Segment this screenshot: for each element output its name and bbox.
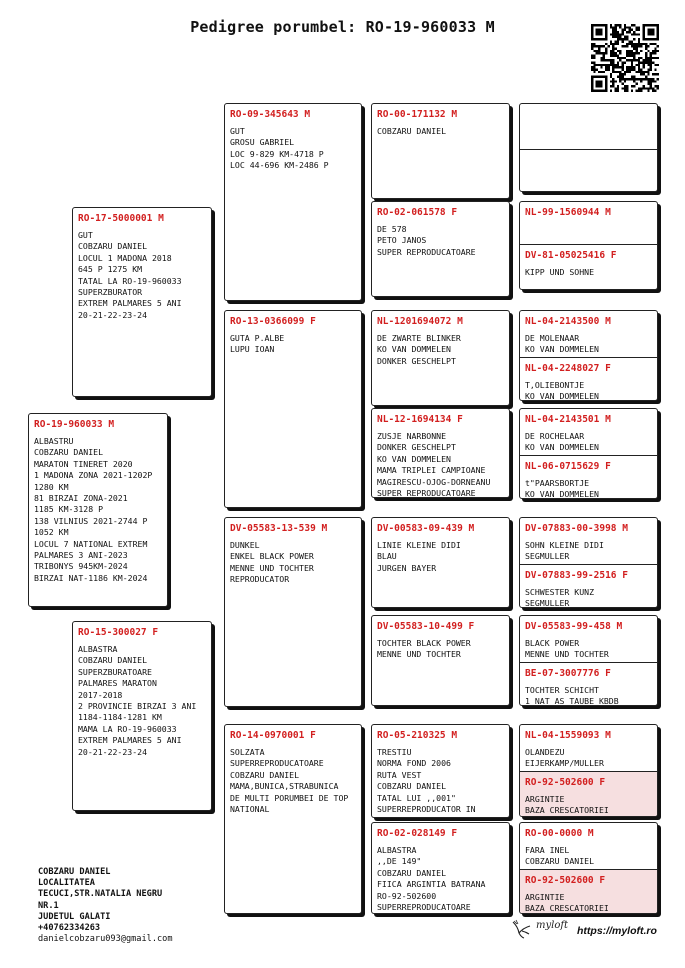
ancestor-slot [520,455,657,499]
ancestor-details [525,638,652,661]
detail-line: MAMA TRIPLEI CAMPIOANE [377,465,486,476]
detail-line: LOC 44-696 KM-2486 P [230,160,329,171]
ancestor-ring-number: RO-09-345643 M [230,109,311,120]
ancestor-slot [520,202,657,243]
detail-line: 138 VILNIUS 2021-2744 P [34,515,148,526]
ancestor-slot-highlighted [520,771,657,817]
detail-line: COBZARU DANIEL [78,655,148,666]
ancestor-card [224,517,362,707]
subject-details [34,436,162,584]
ancestor-ring-number: RO-92-502600 F [525,875,606,886]
detail-line: REPRODUCATOR [230,574,290,585]
ancestor-card [371,615,510,706]
detail-line: T,OLIEBONTJE [525,380,585,390]
detail-line: KO VAN DOMMELEN [377,344,451,355]
detail-line: LUPU IOAN [230,344,275,355]
detail-line: 2 PROVINCIE BIRZAI 3 ANI [78,701,197,712]
detail-line: NATIONAL [230,804,270,815]
ancestor-ring-number: NL-04-1559093 M [525,730,611,741]
ancestor-slot [520,518,657,563]
ancestor-ring-number: DV-05583-99-458 M [525,621,623,632]
ancestor-card [371,408,510,498]
detail-line: TRIBONYS 945KM-2024 [34,561,128,572]
ancestor-details [525,794,652,817]
detail-line: SEGMULLER [525,551,570,562]
ancestor-details [230,747,356,815]
sire-details [78,230,206,321]
ancestor-details [525,333,652,356]
detail-line: BIRZAI NAT-1186 KM-2024 [34,572,148,583]
ancestor-slot-highlighted [520,869,657,914]
detail-line: GROSU GABRIEL [230,137,295,148]
detail-line: BAZA CRESCATORIEI [525,805,609,816]
detail-line: RUTA VEST [377,769,422,780]
detail-line: 1280 KM [34,481,69,492]
detail-line: MAMA,BUNICA,STRABUNICA [230,781,339,792]
ancestor-details [525,431,652,454]
ancestor-slot [520,616,657,661]
ancestor-ring-number: NL-04-2143501 M [525,414,611,425]
ancestor-ring-number: RO-92-502600 F [525,777,606,788]
detail-line: COBZARU DANIEL [78,241,148,252]
website-link[interactable]: https://myloft.ro [577,925,657,937]
owner-phone: +40762334263 [38,923,101,934]
ancestor-details [377,845,504,913]
ancestor-slot [520,244,657,290]
ancestor-ring-number: NL-12-1694134 F [377,414,463,425]
detail-line: DE ROCHELAAR [525,431,585,441]
detail-line: 1 MADONA ZONA 2021-1202P [34,470,153,481]
ancestor-card [371,724,510,818]
detail-line: ALBASTRA [377,845,417,855]
detail-line: MAGIRESCU-OJOG-DORNEANU [377,476,491,487]
ancestor-details [525,587,652,608]
detail-line: ENKEL BLACK POWER [230,551,314,562]
ancestor-card [371,201,510,297]
owner-email[interactable]: danielcobzaru093@gmail.com [38,934,173,945]
ancestor-slot [520,725,657,770]
qr-code-icon [591,24,659,92]
detail-line: TRESTIU [377,747,412,757]
detail-line: GUT [78,230,93,240]
detail-line: ALBASTRU [34,436,74,446]
detail-line: RO-92-502600 [377,890,437,901]
detail-line: DUNKEL [230,540,260,550]
detail-line: ARGINTIE [525,794,565,804]
owner-contact [38,867,173,945]
dam-card [72,621,212,811]
subject-ring-number: RO-19-960033 M [34,419,115,430]
ancestor-details [377,126,504,137]
detail-line: LINIE KLEINE DIDI [377,540,461,550]
detail-line: FIICA ARGINTIA BATRANA [377,879,486,890]
detail-line: 645 P 1275 KM [78,264,143,275]
detail-line: 81 BIRZAI ZONA-2021 [34,493,128,504]
ancestor-details [377,638,504,661]
ancestor-card [371,517,510,608]
ancestor-details [377,540,504,574]
ancestor-ring-number: DV-07883-00-3998 M [525,523,628,534]
detail-line: SOHN KLEINE DIDI [525,540,604,550]
detail-line: 1 NAT AS TAUBE KBDB [525,696,619,706]
ancestor-ring-number: RO-13-0366099 F [230,316,316,327]
sire-ring-number: RO-17-5000001 M [78,213,164,224]
detail-line: PETO JANOS [377,235,427,246]
detail-line: DE MULTI PORUMBEI DE TOP [230,792,349,803]
detail-line: PALMARES MARATON [78,678,157,689]
detail-line: TOCHTER BLACK POWER [377,638,471,648]
detail-line: KO VAN DOMMELEN [525,391,599,401]
detail-line: SCHWESTER KUNZ [525,587,595,597]
detail-line: MAMA LA RO-19-960033 [78,723,177,734]
detail-line: ZUSJE NARBONNE [377,431,447,441]
sire-card [72,207,212,397]
detail-line: TATAL LUI ,,001" [377,792,456,803]
ancestor-ring-number: NL-99-1560944 M [525,207,611,218]
detail-line: KO VAN DOMMELEN [525,344,599,355]
owner-address: TECUCI,STR.NATALIA NEGRU [38,889,163,900]
myloft-logo: myloft [536,920,569,931]
ancestor-pair-card [519,822,658,914]
detail-line: LOCUL 7 NATIONAL EXTREM [34,538,148,549]
detail-line: COBZARU DANIEL [230,769,300,780]
ancestor-pair-card [519,724,658,817]
detail-line: NORMA FOND 2006 [377,758,451,769]
detail-line: GUT [230,126,245,136]
ancestor-details [377,224,504,258]
ancestor-pair-card [519,201,658,290]
ancestor-ring-number: NL-04-2143500 M [525,316,611,327]
detail-line: TATAL LA RO-19-960033 [78,275,182,286]
detail-line: LOC 9-829 KM-4718 P [230,148,324,159]
detail-line: BLAU [377,551,397,562]
detail-line: 1184-1184-1281 KM [78,712,162,723]
detail-line: TOCHTER SCHICHT [525,685,599,695]
detail-line: 1185 KM-3128 P [34,504,104,515]
ancestor-ring-number: DV-00583-09-439 M [377,523,475,534]
detail-line: MARATON TINERET 2020 [34,458,133,469]
detail-line: MENNE UND TOCHTER [377,649,461,660]
detail-line: COBZARU DANIEL [377,126,447,136]
ancestor-card [224,103,362,301]
detail-line: DE ZWARTE BLINKER [377,333,461,343]
detail-line: COBZARU DANIEL [34,447,104,458]
owner-name: COBZARU DANIEL [38,867,111,877]
ancestor-card [371,822,510,914]
detail-line: DE MOLENAAR [525,333,580,343]
ancestor-slot [520,311,657,356]
detail-line: SEGMULLER [525,598,570,608]
detail-line: FARA INEL [525,845,570,855]
ancestor-slot [520,149,657,192]
ancestor-card [371,103,510,199]
detail-line: OLANDEZU [525,747,565,757]
ancestor-slot [520,104,657,148]
detail-line: SUPERREPRODUCATOARE [377,902,471,913]
ancestor-details [377,431,504,498]
detail-line: SUPER REPRODUCATOARE [377,488,476,498]
ancestor-details [230,126,356,172]
detail-line: COBZARU DANIEL [377,867,447,878]
detail-line: MENNE UND TOCHTER [525,649,609,660]
detail-line: ,,DE 149" [377,856,422,867]
ancestor-ring-number: DV-05583-10-499 F [377,621,475,632]
ancestor-details [525,747,652,770]
ancestor-details [525,540,652,563]
ancestor-details [230,540,356,586]
detail-line: GUTA P.ALBE [230,333,285,343]
ancestor-pair-card [519,103,658,192]
ancestor-ring-number: RO-00-0000 M [525,828,594,839]
ancestor-details [377,333,504,367]
detail-line: 1052 KM [34,527,69,538]
ancestor-details [525,892,652,914]
detail-line: SUPERREPRODUCATOR IN [377,804,476,815]
dam-ring-number: RO-15-300027 F [78,627,159,638]
detail-line: DONKER GESCHELPT [377,355,456,366]
detail-line: KO VAN DOMMELEN [377,453,451,464]
ancestor-details [525,267,652,278]
ancestor-card [224,310,362,508]
detail-line: EXTREM PALMARES 5 ANI [78,298,182,309]
detail-line: LOCUL 1 MADONA 2018 [78,252,172,263]
detail-line: KO VAN DOMMELEN [525,489,599,499]
ancestor-ring-number: NL-06-0715629 F [525,461,611,472]
detail-line: 20-21-22-23-24 [78,746,148,757]
owner-county: JUDETUL GALATI [38,911,111,922]
detail-line: BLACK POWER [525,638,580,648]
dam-details [78,644,206,758]
ancestor-details [230,333,356,356]
detail-line: 20-21-22-23-24 [78,309,148,320]
ancestor-slot [520,409,657,454]
ancestor-slot [520,564,657,608]
ancestor-details [525,380,652,401]
detail-line: COBZARU DANIEL [377,781,447,792]
ancestor-pair-card [519,408,658,499]
ancestor-slot [520,823,657,868]
ancestor-ring-number: RO-02-028149 F [377,828,458,839]
detail-line: SOLZATA [230,747,265,757]
ancestor-ring-number: NL-1201694072 M [377,316,463,327]
ancestor-ring-number: DV-81-05025416 F [525,250,617,261]
detail-line: ARGINTIE [525,892,565,902]
ancestor-slot [520,357,657,401]
detail-line: EIJERKAMP/MULLER [525,758,604,769]
detail-line: EXTREM PALMARES 5 ANI [78,735,182,746]
ancestor-details [525,845,652,868]
ancestor-details [525,478,652,499]
ancestor-ring-number: DV-05583-13-539 M [230,523,328,534]
detail-line: SUPERZBURATOARE [78,666,152,677]
detail-line: KO VAN DOMMELEN [525,442,599,453]
detail-line: SUPERREPRODUCATOARE [230,758,324,769]
ancestor-pair-card [519,615,658,706]
ancestor-pair-card [519,517,658,608]
myloft-bird-icon [510,918,534,940]
detail-line: SUPER REPRODUCATOARE [377,246,476,257]
owner-locality-label: LOCALITATEA [38,878,95,889]
detail-line: PALMARES 3 ANI-2023 [34,550,128,561]
detail-line: DONKER GESCHELPT [377,442,456,453]
detail-line: COBZARU DANIEL [525,856,595,867]
detail-line: KIPP UND SOHNE [525,267,595,277]
ancestor-card [371,310,510,406]
ancestor-card [224,724,362,914]
ancestor-ring-number: RO-00-171132 M [377,109,458,120]
detail-line: SUPERZBURATOR [78,287,143,298]
ancestor-ring-number: BE-07-3007776 F [525,668,611,679]
detail-line: MENNE UND TOCHTER [230,562,314,573]
ancestor-details [525,685,652,706]
detail-line: 2017-2018 [78,689,123,700]
detail-line: BAZA CRESCATORIEI [525,903,609,914]
owner-address-number: NR.1 [38,900,59,911]
ancestor-ring-number: RO-14-0970001 F [230,730,316,741]
subject-card [28,413,168,607]
detail-line: t"PAARSBORTJE [525,478,590,488]
detail-line: DE 578 [377,224,407,234]
ancestor-ring-number: NL-04-2248027 F [525,363,611,374]
detail-line: JURGEN BAYER [377,562,437,573]
ancestor-ring-number: RO-02-061578 F [377,207,458,218]
ancestor-slot [520,662,657,706]
ancestor-ring-number: DV-07883-99-2516 F [525,570,628,581]
ancestor-pair-card [519,310,658,401]
ancestor-ring-number: RO-05-210325 M [377,730,458,741]
detail-line: ALBASTRA [78,644,118,654]
page-title: Pedigree porumbel: RO-19-960033 M [190,18,495,36]
ancestor-details [377,747,504,815]
